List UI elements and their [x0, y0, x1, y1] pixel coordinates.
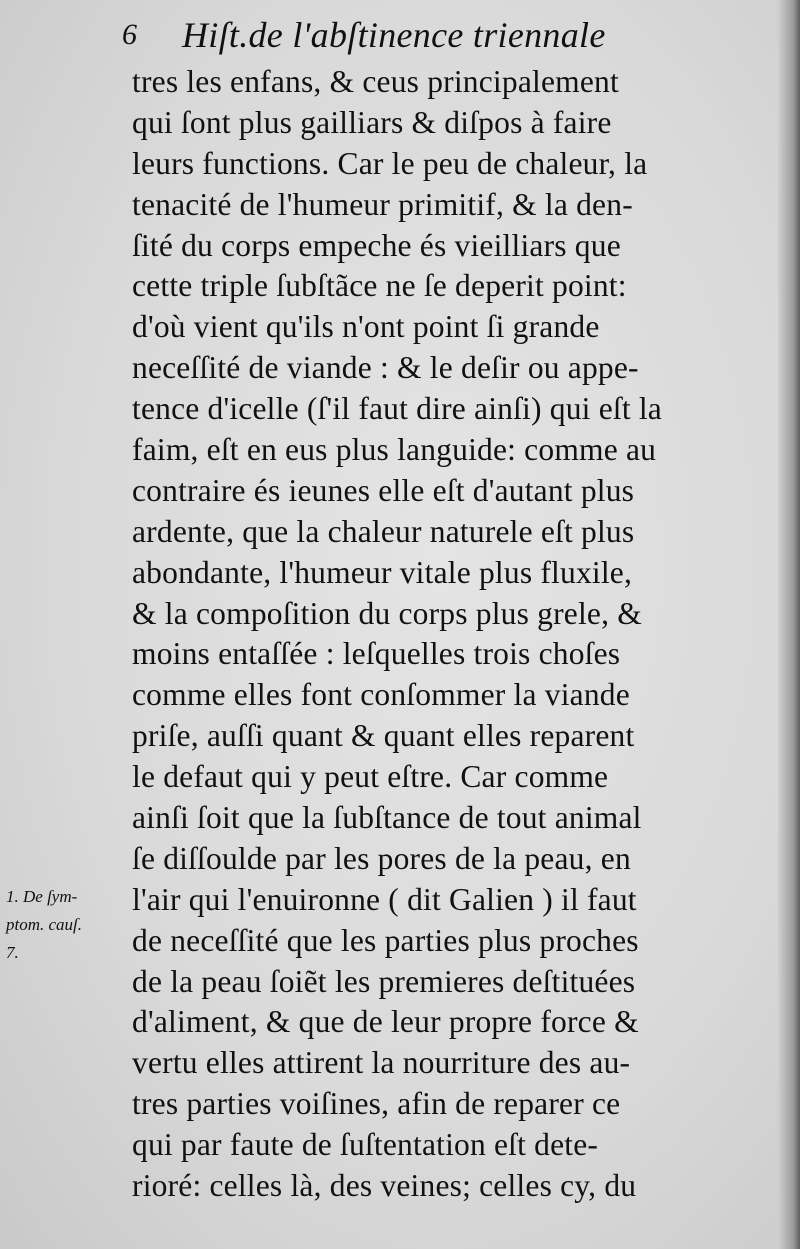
text-line: qui par faute de ſuſtentation eſt dete-	[132, 1127, 599, 1163]
text-line: cette triple ſubſtãce ne ſe deperit point:	[132, 268, 627, 304]
text-line: vertu elles attirent la nourriture des au-	[132, 1045, 631, 1081]
page-number: 6	[122, 18, 137, 51]
body-text	[132, 62, 752, 1207]
margin-note-line: ptom. cauſ.	[6, 915, 83, 934]
page-edge-shadow	[778, 0, 800, 1249]
text-line: moins entaſſée : leſquelles trois choſes	[132, 636, 621, 672]
text-line: l'air qui l'enuironne ( dit Galien ) il faut	[132, 881, 637, 917]
text-line: tence d'icelle (ſ'il faut dire ainſi) qui eſt la	[132, 391, 662, 427]
text-line: ardente, que la chaleur naturele eſt plus	[132, 513, 635, 549]
text-line: & la compoſition du corps plus grele, &	[132, 595, 642, 631]
text-line: contraire és ieunes elle eſt d'autant plus	[132, 472, 635, 508]
text-line: ſité du corps empeche és vieilliars que	[132, 227, 621, 263]
page-header	[118, 14, 678, 58]
text-line: ſe diſſoulde par les pores de la peau, en	[132, 840, 631, 876]
text-line: comme elles font conſommer la viande	[132, 677, 630, 713]
text-line: rioré: celles là, des veines; celles cy, du	[132, 1168, 637, 1204]
text-line: le defaut qui y peut eſtre. Car comme	[132, 759, 609, 795]
text-line: d'aliment, & que de leur propre force &	[132, 1004, 639, 1040]
text-line: faim, eſt en eus plus languide: comme au	[132, 432, 657, 468]
margin-note-line: 7.	[6, 943, 19, 962]
text-line: tenacité de l'humeur primitif, & la den-	[132, 186, 633, 222]
text-line: priſe, auſſi quant & quant elles reparent	[132, 718, 635, 754]
text-line: ainſi ſoit que la ſubſtance de tout animal	[132, 800, 642, 836]
running-title: Hiſt.de l'abſtinence triennale	[182, 15, 606, 55]
margin-note-line: 1. De ſym-	[6, 887, 78, 906]
text-line: tres parties voiſines, afin de reparer ce	[132, 1086, 621, 1122]
text-line: abondante, l'humeur vitale plus fluxile,	[132, 554, 633, 590]
text-line: de neceſſité que les parties plus proches	[132, 922, 639, 958]
text-line: neceſſité de viande : & le deſir ou appe-	[132, 350, 639, 386]
text-line: qui ſont plus gailliars & diſpos à faire	[132, 104, 612, 140]
margin-note	[6, 883, 124, 967]
text-line: leurs functions. Car le peu de chaleur, la	[132, 145, 648, 181]
text-line: tres les enfans, & ceus principalement	[132, 64, 619, 99]
text-line: d'où vient qu'ils n'ont point ſi grande	[132, 309, 600, 345]
text-line: de la peau ſoiẽt les premieres deſtituées	[132, 963, 636, 999]
